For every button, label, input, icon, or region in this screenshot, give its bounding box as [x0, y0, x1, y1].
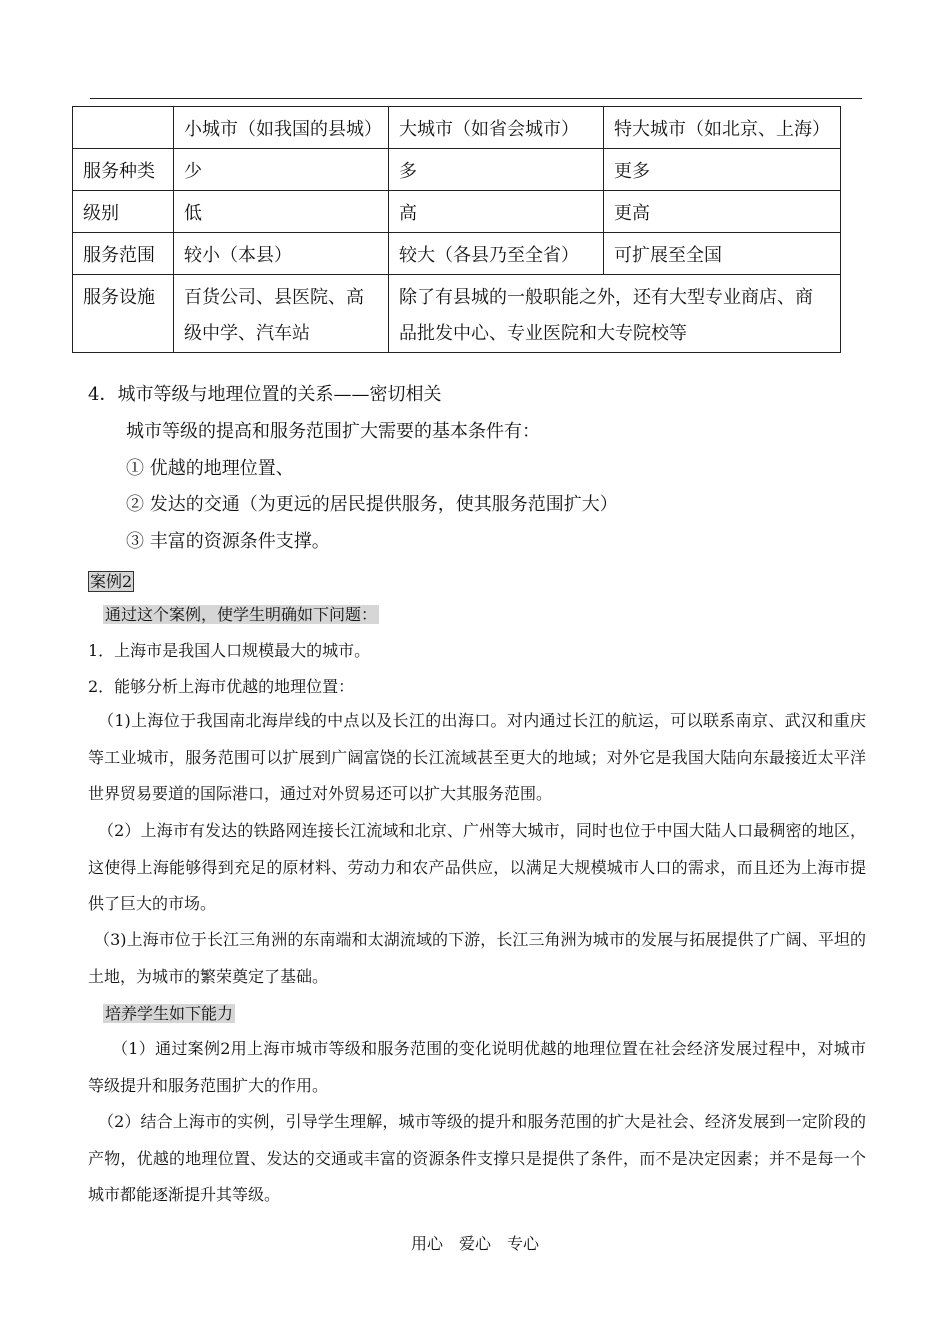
table-row — [73, 149, 841, 191]
location-paragraph: （3)上海市位于长江三角洲的东南端和太湖流域的下游，长江三角洲为城市的发展与拓展提供了广阔、平坦的土地，为城市的繁荣奠定了基础。 — [88, 930, 866, 986]
cell-big-mega: 除了有县城的一般职能之外，还有大型专业商店、商品批发中心、专业医院和大专院校等 — [389, 275, 841, 353]
case-point: 2．能够分析上海市优越的地理位置： — [88, 677, 355, 696]
case-label-wrap — [88, 569, 134, 592]
case-label: 案例2 — [90, 572, 133, 591]
location-paragraph: （1)上海位于我国南北海岸线的中点以及长江的出海口。对内通过长江的航运，可以联系南京、武汉和重庆等工业城市，服务范围可以扩展到广阔富饶的长江流域甚至更大的地域；对外它是我国大陆向东最接近太平洋世界贸易要道的国际港口，通过对外贸易还可以扩大其服务范围。 — [88, 711, 866, 803]
header-big-city: 大城市（如省会城市） — [389, 107, 604, 149]
page-footer: 用心 爱心 专心 — [410, 1234, 539, 1253]
cell-small: 百货公司、县医院、高级中学、汽车站 — [174, 275, 389, 353]
cell-big: 较大（各县乃至全省） — [389, 233, 604, 275]
cell-mega: 更多 — [604, 149, 841, 191]
city-level-table — [72, 106, 841, 353]
table-header-row — [73, 107, 841, 149]
section-intro: 城市等级的提高和服务范围扩大需要的基本条件有： — [126, 421, 540, 442]
header-small-city: 小城市（如我国的县城） — [174, 107, 389, 149]
table-row — [73, 191, 841, 233]
ability-paragraph: （2）结合上海市的实例，引导学生理解，城市等级的提升和服务范围的扩大是社会、经济发展到一定阶段的产物，优越的地理位置、发达的交通或丰富的资源条件支撑只是提供了条件，而不是决定因素；并不是每一个城市都能逐渐提升其等级。 — [88, 1112, 866, 1204]
row-label: 级别 — [73, 191, 174, 233]
row-label: 服务种类 — [73, 149, 174, 191]
cell-big: 高 — [389, 191, 604, 233]
table-corner-cell — [73, 107, 174, 149]
condition-item: ① 优越的地理位置、 — [126, 458, 294, 479]
cell-mega: 更高 — [604, 191, 841, 233]
cell-mega: 可扩展至全国 — [604, 233, 841, 275]
cell-small: 少 — [174, 149, 389, 191]
cell-small: 低 — [174, 191, 389, 233]
table-row-facilities — [73, 275, 841, 353]
row-label: 服务设施 — [73, 275, 174, 353]
condition-item: ② 发达的交通（为更远的居民提供服务，使其服务范围扩大） — [126, 494, 618, 515]
ability-paragraph: （1）通过案例2用上海市城市等级和服务范围的变化说明优越的地理位置在社会经济发展过程中，对城市等级提升和服务范围扩大的作用。 — [88, 1039, 866, 1095]
row-label: 服务范围 — [73, 233, 174, 275]
cell-big: 多 — [389, 149, 604, 191]
header-mega-city: 特大城市（如北京、上海） — [604, 107, 841, 149]
table-row — [73, 233, 841, 275]
cell-small: 较小（本县） — [174, 233, 389, 275]
abilities-label: 培养学生如下能力 — [105, 1004, 234, 1023]
condition-item: ③ 丰富的资源条件支撑。 — [126, 531, 330, 552]
location-paragraph: （2）上海市有发达的铁路网连接长江流域和北京、广州等大城市，同时也位于中国大陆人口最稠密的地区，这使得上海能够得到充足的原材料、劳动力和农产品供应，以满足大规模城市人口的需求，而且还为上海市提供了巨大的市场。 — [88, 821, 866, 913]
header-rule — [90, 98, 862, 99]
case-goal-wrap — [103, 602, 379, 625]
abilities-label-wrap — [103, 1001, 235, 1024]
case-goal: 通过这个案例，使学生明确如下问题： — [105, 605, 378, 624]
section-heading: 4．城市等级与地理位置的关系——密切相关 — [88, 384, 442, 405]
case-point: 1．上海市是我国人口规模最大的城市。 — [88, 641, 371, 660]
